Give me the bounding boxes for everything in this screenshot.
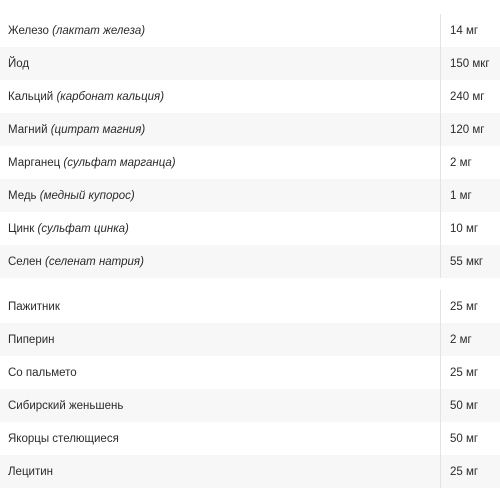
ingredient-amount: 50 мг xyxy=(440,422,500,455)
ingredient-name-cell xyxy=(0,212,440,245)
ingredient-name-cell xyxy=(0,146,440,179)
ingredient-name-cell xyxy=(0,179,440,212)
ingredient-name-cell xyxy=(0,47,440,80)
ingredient-amount: 55 мкг xyxy=(440,245,500,278)
table-row xyxy=(0,422,500,455)
ingredient-name-cell xyxy=(0,80,440,113)
ingredient-form: (цитрат магния) xyxy=(50,123,146,136)
table-row xyxy=(0,455,500,488)
ingredient-amount: 25 мг xyxy=(440,455,500,488)
ingredient-name: Лецитин xyxy=(8,465,53,478)
ingredient-amount: 10 мг xyxy=(440,212,500,245)
ingredient-amount: 120 мг xyxy=(440,113,500,146)
ingredient-form: (медный купорос) xyxy=(39,189,135,202)
ingredient-name: Сибирский женьшень xyxy=(8,399,124,412)
ingredient-amount: 2 мг xyxy=(440,323,500,356)
ingredient-name: Со пальмето xyxy=(8,366,77,379)
extracts-table xyxy=(0,290,500,488)
table-row xyxy=(0,113,500,146)
ingredient-name: Медь xyxy=(8,189,37,202)
ingredient-name: Селен xyxy=(8,255,42,268)
ingredient-form: (карбонат кальция) xyxy=(56,90,165,103)
ingredient-amount: 25 мг xyxy=(440,290,500,323)
ingredient-name-cell xyxy=(0,14,440,47)
ingredient-name: Магний xyxy=(8,123,48,136)
ingredient-name: Якорцы стелющиеся xyxy=(8,432,119,445)
table-row xyxy=(0,323,500,356)
ingredient-amount: 25 мг xyxy=(440,356,500,389)
ingredient-name-cell xyxy=(0,113,440,146)
table-row xyxy=(0,179,500,212)
minerals-table xyxy=(0,14,500,278)
ingredient-form: (сульфат марганца) xyxy=(63,156,176,169)
ingredient-amount: 240 мг xyxy=(440,80,500,113)
table-row xyxy=(0,80,500,113)
ingredient-name-cell xyxy=(0,389,440,422)
ingredient-name-cell xyxy=(0,422,440,455)
ingredient-amount: 1 мг xyxy=(440,179,500,212)
ingredient-name-cell xyxy=(0,290,440,323)
ingredient-amount: 150 мкг xyxy=(440,47,500,80)
table-row xyxy=(0,14,500,47)
ingredient-name: Марганец xyxy=(8,156,61,169)
table-row xyxy=(0,146,500,179)
table-row xyxy=(0,290,500,323)
ingredient-amount: 2 мг xyxy=(440,146,500,179)
table-row xyxy=(0,245,500,278)
table-row xyxy=(0,389,500,422)
ingredient-form: (лактат железа) xyxy=(52,24,146,37)
ingredient-name: Кальций xyxy=(8,90,54,103)
ingredient-name: Йод xyxy=(8,57,30,70)
ingredient-form: (сульфат цинка) xyxy=(37,222,129,235)
table-row xyxy=(0,356,500,389)
ingredient-name-cell xyxy=(0,245,440,278)
ingredient-amount: 14 мг xyxy=(440,14,500,47)
ingredient-name: Железо xyxy=(8,24,49,37)
ingredient-amount: 50 мг xyxy=(440,389,500,422)
ingredient-name-cell xyxy=(0,323,440,356)
ingredient-name-cell xyxy=(0,356,440,389)
ingredient-name: Цинк xyxy=(8,222,35,235)
ingredient-form: (селенат натрия) xyxy=(44,255,144,268)
table-row xyxy=(0,47,500,80)
ingredient-name: Пажитник xyxy=(8,300,60,313)
table-row xyxy=(0,212,500,245)
ingredient-name-cell xyxy=(0,455,440,488)
ingredient-name: Пиперин xyxy=(8,333,55,346)
